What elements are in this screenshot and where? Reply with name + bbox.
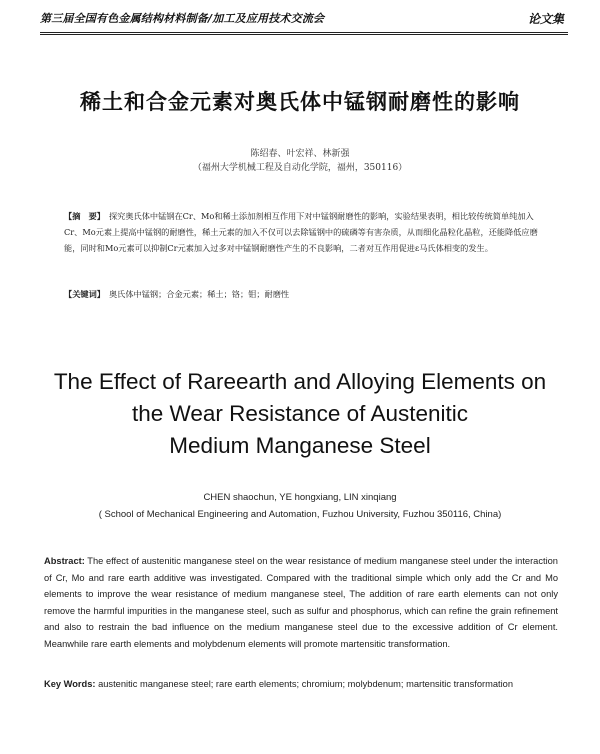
english-abstract [44, 553, 558, 653]
chinese-keywords-label: 【关键词】 [64, 289, 105, 299]
chinese-abstract [64, 208, 540, 256]
english-abstract-label: Abstract: [44, 556, 85, 566]
english-affiliation: ( School of Mechanical Engineering and Automation, Fuzhou University, Fuzhou 350116, China) [98, 509, 502, 520]
english-keywords [44, 676, 558, 693]
chinese-abstract-label: 【摘 要】 [64, 211, 105, 221]
english-abstract-body: The effect of austenitic manganese steel on the wear resistance of medium manganese steel under the interaction of Cr, Mo and rare earth additive was investigated. Compared with the traditional simple which only add the Cr and Mo elements to improve the wear resistance of medium manganese steel, The addition of rare earth elements can not only remove the harmful impurities in the manganese steel, such as sulfur and phosphorus, which can refine the grain refinement and also to restrain the bad influence on the medium manganese steel due to the excessive addition of Cr element. Meanwhile rare earth elements and molybdenum elements will promote martensitic transformation. [44, 556, 558, 649]
english-keywords-body: austenitic manganese steel; rare earth elements; chromium; molybdenum; martensitic transformation [98, 679, 514, 689]
chinese-authors: 陈绍春、叶宏祥、林新强 [250, 149, 350, 159]
english-title [30, 366, 570, 462]
english-keywords-label: Key Words: [44, 679, 96, 689]
chinese-title: 稀土和合金元素对奥氏体中锰钢耐磨性的影响 [80, 90, 520, 114]
conference-name: 第三届全国有色金属结构材料制备/加工及应用技术交流会 [40, 12, 325, 25]
english-title-line: Medium Manganese Steel [169, 433, 431, 458]
section-label: 论文集 [527, 12, 564, 26]
chinese-keywords [64, 289, 540, 300]
chinese-affiliation: （福州大学机械工程及自动化学院，福州，350116） [192, 163, 408, 173]
english-title-line: The Effect of Rareearth and Alloying Elements on [53, 369, 547, 394]
english-authors: CHEN shaochun, YE hongxiang, LIN xinqiang [203, 492, 397, 503]
running-header [40, 10, 568, 35]
english-title-line: the Wear Resistance of Austenitic [131, 401, 468, 426]
chinese-abstract-body: 探究奥氏体中锰钢在Cr、Mo和稀土添加剂相互作用下对中锰钢耐磨性的影响，实验结果表明，相比较传统简单纯加入Cr、Mo元素上提高中锰钢的耐磨性，稀土元素的加入不仅可以去除锰钢中的硫磷等有害杂质，从而细化晶粒化晶粒，还能降低应磨能，同时和Mo元素可以抑制Cr元素加入过多对中锰钢耐磨性产生的不良影响，二者对互作用促进ε马氏体相变的发生。 [64, 211, 538, 253]
chinese-keywords-body: 奥氏体中锰钢；合金元素；稀土；铬；钼；耐磨性 [108, 289, 290, 299]
